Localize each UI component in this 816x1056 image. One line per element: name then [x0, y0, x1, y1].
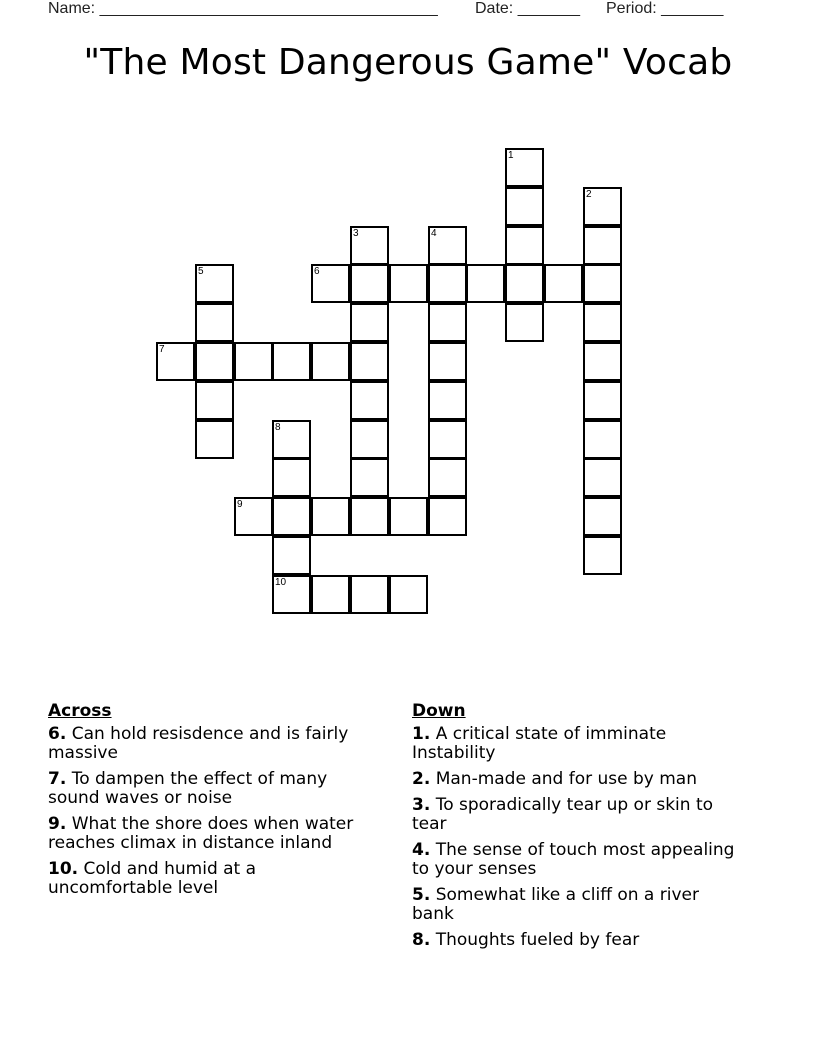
- crossword-cell[interactable]: [428, 381, 467, 420]
- crossword-cell[interactable]: [583, 264, 622, 303]
- crossword-cell[interactable]: [389, 497, 428, 536]
- crossword-cell[interactable]: [583, 536, 622, 575]
- crossword-cell[interactable]: [272, 536, 311, 575]
- clue-text: Thoughts fueled by fear: [435, 930, 640, 950]
- crossword-cell[interactable]: [272, 458, 311, 497]
- crossword-cell[interactable]: [350, 303, 389, 342]
- across-clues: [48, 702, 378, 905]
- clue-across-9: [48, 815, 378, 853]
- cell-number: 10: [275, 577, 287, 588]
- cell-number: 3: [353, 228, 359, 239]
- clue-number: 4.: [412, 840, 431, 860]
- crossword-cell[interactable]: [428, 226, 467, 265]
- clue-number: 10.: [48, 859, 79, 879]
- crossword-cell[interactable]: [350, 497, 389, 536]
- crossword-cell[interactable]: [428, 264, 467, 303]
- cell-number: 1: [508, 150, 514, 161]
- clue-down-4: [412, 841, 742, 879]
- crossword-cell[interactable]: [583, 303, 622, 342]
- clue-number: 2.: [412, 769, 431, 789]
- crossword-cell[interactable]: [350, 342, 389, 381]
- clue-number: 8.: [412, 930, 431, 950]
- crossword-cell[interactable]: [505, 187, 544, 226]
- crossword-cell[interactable]: [505, 148, 544, 187]
- crossword-cell[interactable]: [428, 458, 467, 497]
- crossword-cell[interactable]: [195, 381, 234, 420]
- clue-down-2: [412, 770, 742, 789]
- crossword-cell[interactable]: [272, 420, 311, 459]
- crossword-cell[interactable]: [583, 226, 622, 265]
- crossword-cell[interactable]: [350, 226, 389, 265]
- crossword-cell[interactable]: [350, 420, 389, 459]
- crossword-cell[interactable]: [583, 187, 622, 226]
- crossword-cell[interactable]: [505, 303, 544, 342]
- cell-number: 5: [198, 266, 204, 277]
- crossword-cell[interactable]: [583, 342, 622, 381]
- crossword-cell[interactable]: [350, 264, 389, 303]
- clue-text: Somewhat like a cliff on a river bank: [412, 885, 699, 924]
- crossword-cell[interactable]: [195, 420, 234, 459]
- crossword-cell[interactable]: [428, 303, 467, 342]
- cell-number: 6: [314, 266, 320, 277]
- crossword-cell[interactable]: [428, 342, 467, 381]
- cell-number: 8: [275, 422, 281, 433]
- down-clues: [412, 702, 742, 957]
- crossword-cell[interactable]: [505, 226, 544, 265]
- cell-number: 9: [237, 499, 243, 510]
- clue-text: To dampen the effect of many sound waves or noise: [48, 769, 328, 808]
- clue-number: 7.: [48, 769, 67, 789]
- crossword-cell[interactable]: [428, 497, 467, 536]
- crossword-cell[interactable]: [466, 264, 505, 303]
- clue-text: A critical state of imminate Instability: [412, 724, 667, 763]
- crossword-cell[interactable]: [272, 575, 311, 614]
- crossword-cell[interactable]: [272, 497, 311, 536]
- worksheet-title: "The Most Dangerous Game" Vocab: [83, 42, 733, 83]
- crossword-cell[interactable]: [234, 497, 273, 536]
- crossword-cell[interactable]: [428, 420, 467, 459]
- down-heading: Down: [412, 701, 466, 721]
- crossword-cell[interactable]: [311, 497, 350, 536]
- clue-number: 5.: [412, 885, 431, 905]
- across-heading: Across: [48, 701, 112, 721]
- crossword-cell[interactable]: [234, 342, 273, 381]
- crossword-cell[interactable]: [350, 458, 389, 497]
- clue-text: The sense of touch most appealing to your senses: [412, 840, 735, 879]
- clue-text: Cold and humid at a uncomfortable level: [48, 859, 257, 898]
- clue-across-10: [48, 860, 378, 898]
- clue-text: What the shore does when water reaches climax in distance inland: [48, 814, 354, 853]
- crossword-cell[interactable]: [350, 381, 389, 420]
- date-field-label[interactable]: Date: _______: [475, 0, 580, 17]
- clue-text: Can hold resisdence and is fairly massive: [48, 724, 349, 763]
- clue-number: 6.: [48, 724, 67, 744]
- crossword-cell[interactable]: [505, 264, 544, 303]
- clue-down-5: [412, 886, 742, 924]
- crossword-cell[interactable]: [311, 264, 350, 303]
- clue-text: To sporadically tear up or skin to tear: [412, 795, 714, 834]
- crossword-cell[interactable]: [583, 497, 622, 536]
- clue-number: 1.: [412, 724, 431, 744]
- clue-down-1: [412, 725, 742, 763]
- clue-number: 3.: [412, 795, 431, 815]
- clue-down-3: [412, 796, 742, 834]
- crossword-cell[interactable]: [156, 342, 195, 381]
- cell-number: 4: [431, 228, 437, 239]
- crossword-cell[interactable]: [195, 264, 234, 303]
- name-field-label[interactable]: Name: ______________________________________: [48, 0, 438, 17]
- crossword-cell[interactable]: [195, 303, 234, 342]
- cell-number: 7: [159, 344, 165, 355]
- clue-across-6: [48, 725, 378, 763]
- crossword-cell[interactable]: [544, 264, 583, 303]
- crossword-cell[interactable]: [583, 420, 622, 459]
- clue-number: 9.: [48, 814, 67, 834]
- clue-across-7: [48, 770, 378, 808]
- clue-down-8: [412, 931, 742, 950]
- crossword-cell[interactable]: [389, 264, 428, 303]
- crossword-cell[interactable]: [389, 575, 428, 614]
- crossword-cell[interactable]: [195, 342, 234, 381]
- crossword-cell[interactable]: [311, 342, 350, 381]
- period-field-label[interactable]: Period: _______: [606, 0, 724, 17]
- clue-text: Man-made and for use by man: [435, 769, 697, 789]
- crossword-cell[interactable]: [583, 381, 622, 420]
- crossword-cell[interactable]: [272, 342, 311, 381]
- crossword-cell[interactable]: [350, 575, 389, 614]
- cell-number: 2: [586, 189, 592, 200]
- crossword-cell[interactable]: [583, 458, 622, 497]
- crossword-cell[interactable]: [311, 575, 350, 614]
